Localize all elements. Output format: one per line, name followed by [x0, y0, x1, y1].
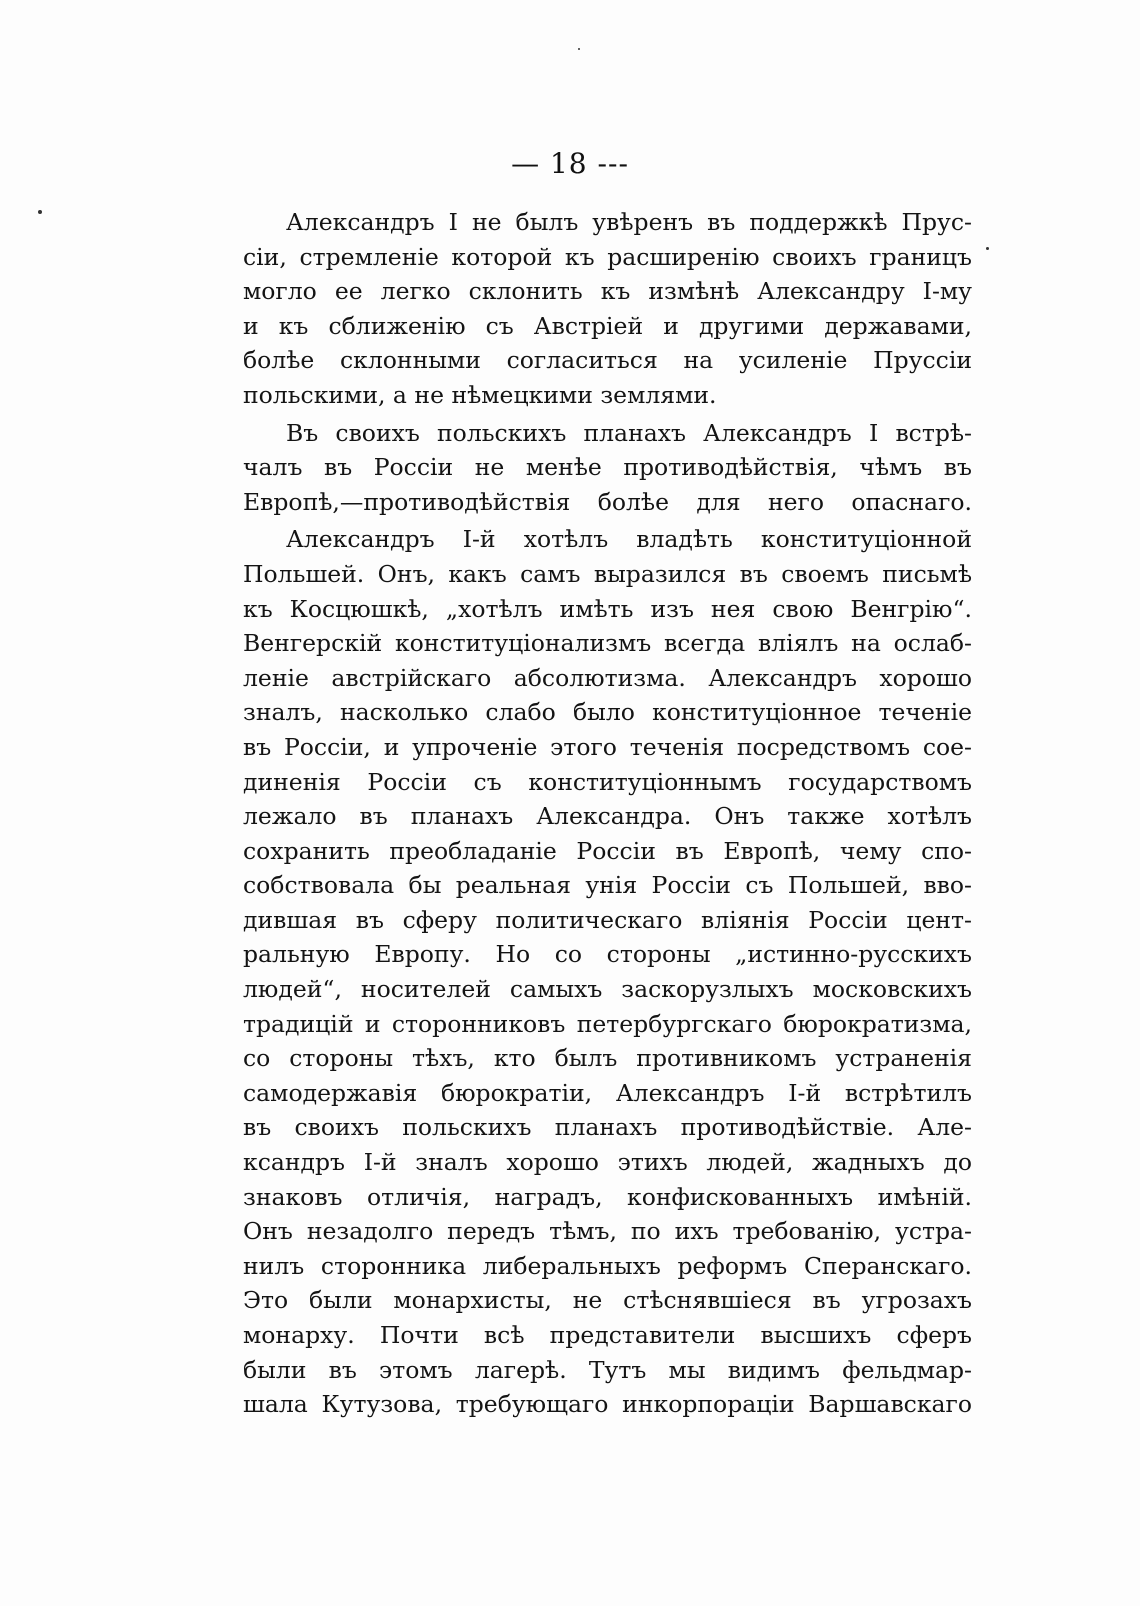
scan-speck	[38, 210, 42, 214]
text-line: въ Россіи, и упроченіе этого теченія посредствомъ сое-	[243, 732, 972, 761]
text-line: въ своихъ польскихъ планахъ противодѣйствіе. Але-	[243, 1113, 972, 1142]
text-line: дившая въ сферу политическаго вліянія Россіи цент-	[243, 905, 972, 934]
text-line: собствовала бы реальная унія Россіи съ Польшей, вво-	[243, 871, 972, 900]
text-line: болѣе склонными согласиться на усиленіе Пруссіи	[243, 346, 972, 375]
text-line: Александръ I-й хотѣлъ владѣть конституціонной	[286, 525, 972, 554]
text-line: самодержавія бюрократіи, Александръ I-й встрѣтилъ	[243, 1078, 972, 1107]
text-line: монарху. Почти всѣ представители высшихъ сферъ	[243, 1321, 972, 1349]
text-line: ральную Европу. Но со стороны „истинно-русскихъ	[243, 940, 972, 969]
body-text	[243, 205, 972, 1422]
text-line: къ Косцюшкѣ, „хотѣлъ имѣть изъ нея свою Венгрію“.	[243, 594, 972, 623]
text-line: сохранить преобладаніе Россіи въ Европѣ, чему спо-	[243, 836, 972, 865]
text-line: лежало въ планахъ Александра. Онъ также хотѣлъ	[243, 802, 972, 831]
text-line: зналъ, насколько слабо было конституціонное теченіе	[243, 698, 972, 727]
text-line: чалъ въ Россіи не менѣе противодѣйствія, чѣмъ въ	[243, 453, 972, 482]
paragraph-3	[243, 522, 972, 1421]
text-line: Это были монархисты, не стѣснявшіеся въ угрозахъ	[243, 1286, 972, 1315]
text-line: знаковъ отличія, наградъ, конфискованныхъ имѣній.	[243, 1182, 972, 1211]
page-number: — 18 ---	[511, 147, 629, 180]
text-line: ксандръ I-й зналъ хорошо этихъ людей, жадныхъ до	[243, 1148, 972, 1177]
text-line: шала Кутузова, требующаго инкорпораціи Варшавскаго	[243, 1390, 972, 1419]
text-line: были въ этомъ лагерѣ. Тутъ мы видимъ фельдмар-	[243, 1355, 972, 1384]
text-line: польскими, а не нѣмецкими землями.	[243, 380, 717, 409]
text-line: традицій и сторонниковъ петербургскаго бюрократизма,	[243, 1009, 972, 1038]
text-line: леніе австрійскаго абсолютизма. Александръ хорошо	[243, 663, 972, 692]
text-line: диненія Россіи съ конституціоннымъ государствомъ	[243, 767, 972, 796]
paragraph-1	[243, 205, 972, 413]
text-line: и къ сближенію съ Австріей и другими державами,	[243, 311, 972, 340]
text-line: Въ своихъ польскихъ планахъ Александръ I встрѣ-	[286, 418, 972, 447]
paragraph-2	[243, 416, 972, 520]
text-line: нилъ сторонника либеральныхъ реформъ Сперанскаго.	[243, 1251, 972, 1280]
text-line: могло ее легко склонить къ измѣнѣ Александру I-му	[243, 277, 972, 306]
scan-speck	[578, 48, 580, 50]
text-line: со стороны тѣхъ, кто былъ противникомъ устраненія	[243, 1044, 972, 1073]
text-line: Александръ I не былъ увѣренъ въ поддержкѣ Прус-	[286, 208, 972, 236]
text-line: Европѣ,—противодѣйствія болѣе для него опаснаго.	[243, 487, 972, 516]
text-line: Польшей. Онъ, какъ самъ выразился въ своемъ письмѣ	[243, 559, 972, 588]
text-line: людей“, носителей самыхъ заскорузлыхъ московскихъ	[243, 975, 972, 1004]
scan-speck	[986, 247, 989, 250]
text-line: Онъ незадолго передъ тѣмъ, по ихъ требованію, устра-	[243, 1217, 972, 1246]
text-line: Венгерскій конституціонализмъ всегда вліялъ на ослаб-	[243, 629, 972, 658]
text-line: сіи, стремленіе которой къ расширенію своихъ границъ	[243, 242, 972, 271]
